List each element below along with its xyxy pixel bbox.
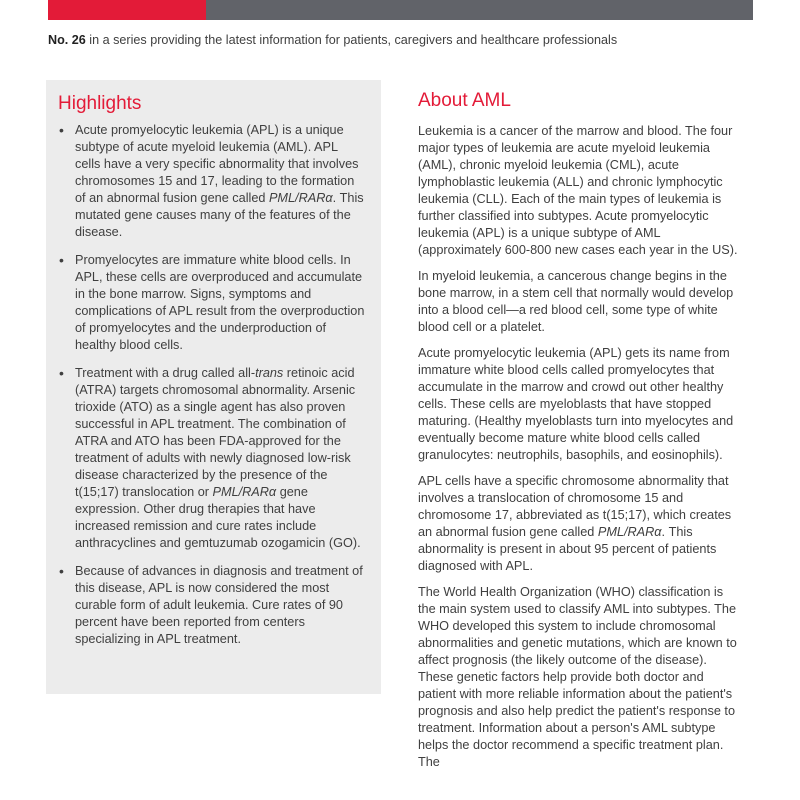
about-paragraph-1: Leukemia is a cancer of the marrow and blood. The four major types of leukemia are acute myeloid leukemia (AML), chronic myeloid leukemia (CML), acute lymphoblastic leukemia (ALL) and chronic lymphocytic leukemia (CLL). Each of the main types of leukemia is further classified into subtypes. Acute promyelocytic leukemia (APL) is a unique subtype of AML (approximately 600-800 new cases each year in the US). [418,124,738,257]
gene-name: PML/RARα [597,525,662,539]
highlight-item-cure-rates: • Because of advances in diagnosis and treatment of this disease, APL is now considered the most curable form of adult leukemia. Cure rates of 90 percent have been reported from centers specializing in APL treatment. [58,563,366,648]
paragraph-text: APL cells have a specific chromosome abnormality that involves a translocation of chromosome 15 and chromosome 17, abbreviated as t(15;17), which creates an abnormal fusion gene called [418,474,732,539]
series-description: in a series providing the latest information for patients, caregivers and healthcare professionals [85,33,618,47]
drug-term: trans [255,366,284,380]
highlight-item-apl-subtype [58,122,366,241]
about-aml-section [418,90,738,780]
gene-name: PML/RARα [212,485,277,499]
highlight-item-promyelocytes: • Promyelocytes are immature white blood cells. In APL, these cells are overproduced and accumulate in the bone marrow. Signs, symptoms and complications of APL result from the overproduction of promyelocytes and the underproduction of healthy blood cells. [58,252,366,354]
series-number: No. 26 [48,33,86,47]
about-paragraph-4 [418,473,738,575]
gene-name: PML/RARα [268,191,333,205]
about-paragraph-3: Acute promyelocytic leukemia (APL) gets its name from immature white blood cells called promyelocytes that accumulate in the marrow and crowd out other healthy cells. These cells are myeloblasts that have stopped maturing. (Healthy myeloblasts turn into myelocytes and eventually become mature white blood cells called granulocytes: neutrophils, basophils, and eosinophils). [418,346,734,462]
about-paragraph-5: The World Health Organization (WHO) classification is the main system used to classify AML into subtypes. The WHO developed this system to include chromosomal abnormalities and genetic mutations, which are known to affect prognosis (the likely outcome of the disease). These genetic factors help provide both doctor and patient with more reliable information about the patient's prognosis and also help predict the patient's response to treatment. Information about a person's AML subtype helps the doctor recommend a specific treatment plan. The [418,585,737,769]
highlight-text: Acute promyelocytic leukemia (APL) is a unique subtype of acute myeloid leukemia (AML). APL cells have a very specific abnormality that involves chromosomes 15 and 17, leading to the formation of an abnormal fusion gene called [75,123,359,205]
about-paragraph-2: In myeloid leukemia, a cancerous change begins in the bone marrow, in a stem cell that normally would develop into a blood cell—a red blood cell, some type of white blood cell or a platelet. [418,269,734,334]
highlight-text: . This mutated gene causes many of the features of the disease. [75,191,364,239]
header-bar-red-segment [48,0,206,20]
highlight-text: gene expression. Other drug therapies that have increased remission and cure rates include anthracyclines and gemtuzumab ozogamicin (GO). [75,485,361,550]
header-color-bar [48,0,753,20]
highlights-heading: Highlights [58,93,142,114]
highlights-list [58,122,366,659]
highlight-text: Treatment with a drug called all- [75,366,256,380]
about-aml-heading: About AML [418,90,511,111]
highlight-text: retinoic acid (ATRA) targets chromosomal abnormality. Arsenic trioxide (ATO) as a single agent has also proven successful in APL treatment. The combination of ATRA and ATO has been FDA-approved for the treatment of adults with newly diagnosed low-risk disease characterized by the presence of the t(15;17) translocation or [75,366,356,499]
series-info-line [48,33,748,47]
highlight-item-treatment [58,365,366,552]
highlights-panel [46,80,381,694]
paragraph-text: . This abnormality is present in about 95 percent of patients diagnosed with APL. [418,525,717,573]
header-bar-gray-segment [206,0,753,20]
